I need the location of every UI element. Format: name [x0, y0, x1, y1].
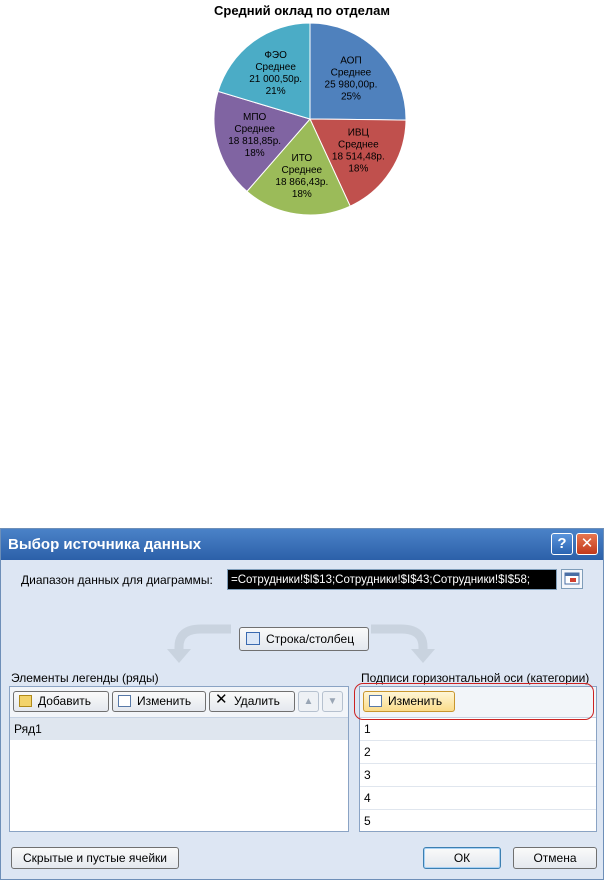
dialog-titlebar: [1, 529, 603, 560]
move-up-button[interactable]: ▲: [298, 691, 319, 712]
edit-series-label: Изменить: [137, 694, 192, 708]
help-button[interactable]: ?: [551, 533, 573, 555]
pie-data-label-2: ИТО Среднее 18 866,43р. 18%: [275, 153, 329, 201]
pie-data-label-4: ФЭО Среднее 21 000,50р. 21%: [249, 49, 303, 97]
edit-icon: [369, 695, 382, 707]
add-series-button[interactable]: [13, 691, 109, 712]
legend-series-item[interactable]: Ряд1: [10, 718, 348, 740]
edit-axis-labels-button[interactable]: [363, 691, 455, 712]
edit-icon: [118, 695, 131, 707]
pie-data-label-3: МПО Среднее 18 818,85р. 18%: [228, 111, 282, 159]
legend-series-panel: [9, 686, 349, 832]
add-series-label: Добавить: [38, 694, 92, 708]
range-picker-icon: [562, 570, 582, 588]
move-down-button[interactable]: ▼: [322, 691, 343, 712]
axis-labels-panel: [359, 686, 597, 832]
edit-series-button[interactable]: [112, 691, 206, 712]
switch-row-column-label: Строка/столбец: [266, 632, 355, 646]
legend-toolbar: [10, 687, 348, 718]
pie-data-label-0: АОП Среднее 25 980,00р. 25%: [324, 55, 378, 103]
axis-section-label: Подписи горизонтальной оси (категории): [361, 671, 590, 685]
range-picker-button[interactable]: [561, 569, 583, 589]
delete-icon: ✕: [215, 691, 228, 708]
switch-row-column-icon: [246, 632, 260, 645]
select-data-source-dialog: [0, 528, 604, 880]
edit-axis-labels-label: Изменить: [388, 694, 443, 708]
chart-range-label: Диапазон данных для диаграммы:: [21, 573, 213, 587]
legend-section-label: Элементы легенды (ряды): [11, 671, 159, 685]
axis-category-item[interactable]: 3: [360, 764, 596, 787]
axis-category-item[interactable]: 1: [360, 718, 596, 741]
axis-category-item[interactable]: 5: [360, 810, 596, 833]
ok-button[interactable]: ОК: [423, 847, 501, 869]
chart-range-input[interactable]: =Сотрудники!$I$13;Сотрудники!$I$43;Сотрудники!$I$58;: [227, 569, 557, 590]
cancel-button[interactable]: Отмена: [513, 847, 597, 869]
chart-title: Средний оклад по отделам: [213, 3, 391, 18]
axis-category-item[interactable]: 2: [360, 741, 596, 764]
close-button[interactable]: ✕: [576, 533, 598, 555]
add-icon: [19, 695, 32, 707]
dialog-title: Выбор источника данных: [8, 536, 202, 553]
axis-category-item[interactable]: 4: [360, 787, 596, 810]
delete-series-button[interactable]: [209, 691, 295, 712]
axis-toolbar: [360, 687, 596, 718]
hidden-empty-cells-button[interactable]: Скрытые и пустые ячейки: [11, 847, 179, 869]
pie-data-label-1: ИВЦ Среднее 18 514,48р. 18%: [331, 127, 385, 175]
switch-row-column-button[interactable]: [239, 627, 369, 651]
pie-chart: [200, 5, 420, 225]
delete-series-label: Удалить: [234, 694, 280, 708]
